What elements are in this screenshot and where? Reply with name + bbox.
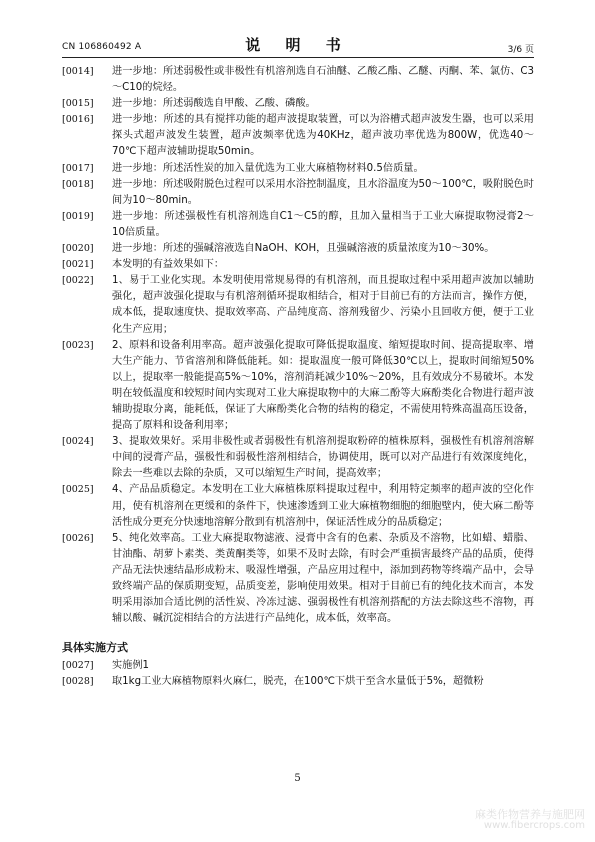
- paragraph-number: [0016]: [62, 114, 94, 126]
- paragraph-text: 1、易于工业化实现。本发明使用常规易得的有机溶剂，而且提取过程中采用超声波加以辅助强化，超声波强化提取与有机溶剂循环提取相结合，相对于目前已有的方法而言，操作方便，成本低，提取速度快、提取效率高、产品纯度高、溶剂残留少、污染小且回收方便，便于工业化生产应用；: [112, 275, 534, 335]
- paragraph-number: [0022]: [62, 275, 94, 287]
- paragraph-text: 进一步地：所述吸附脱色过程可以采用水浴控制温度，且水浴温度为50～100℃，吸附脱色时间为10～80min。: [112, 178, 534, 206]
- paragraph-text: 进一步地：所述弱酸选自甲酸、乙酸、磷酸。: [112, 98, 316, 110]
- paragraph: [62, 257, 534, 273]
- paragraph: [62, 434, 534, 482]
- paragraph-number: [0020]: [62, 243, 94, 255]
- paragraph-text: 进一步地：所述的具有搅拌功能的超声波提取装置，可以为浴槽式超声波发生器，也可以采用探头式超声波发生装置，超声波频率优选为40KHz，超声波功率优选为800W，优选40～70℃下超声波辅助提取50min。: [112, 114, 534, 158]
- paragraph-text: 进一步地：所述的强碱溶液选自NaOH、KOH，且强碱溶液的质量浓度为10～30%。: [112, 243, 495, 255]
- paragraph-number: [0014]: [62, 66, 94, 77]
- watermark-site-name: 麻类作物营养与施肥网: [475, 808, 585, 821]
- paragraph-number: [0017]: [62, 162, 94, 174]
- page-header: [62, 34, 534, 56]
- paragraph: [62, 658, 534, 674]
- paragraph-text: 2、原料和设备利用率高。超声波强化提取可降低提取温度、缩短提取时间、提高提取率、增大生产能力、节省溶剂和降低能耗。如：提取温度一般可降低30℃以上，提取时间缩短50%以上，提取率一般能提高5%～10%，溶剂消耗减少10%～20%，且有效成分不易破坏。本发明在较低温度和较短时间内实现对工业大麻提取物中的大麻二酚等大麻酚类化合物进行超声波辅助提取分离，能耗低，保证了大麻酚类化合物的结构的稳定，不需使用特殊高温高压设备，提高了原料和设备利用率；: [112, 339, 534, 432]
- paragraph: [62, 177, 534, 209]
- paragraph-number: [0026]: [62, 532, 94, 544]
- paragraph: [62, 241, 534, 257]
- document-title: 说 明 书: [245, 36, 351, 54]
- paragraph-text: 本发明的有益效果如下：: [112, 259, 225, 271]
- paragraph: [62, 674, 534, 690]
- paragraph: [62, 96, 534, 112]
- section-heading: 具体实施方式: [62, 641, 128, 655]
- paragraph-text: 进一步地：所述强极性有机溶剂选自C1～C5的醇，且加入量相当于工业大麻提取物浸膏2～10倍质量。: [112, 210, 534, 238]
- document-body: [62, 64, 534, 690]
- paragraph: [62, 482, 534, 530]
- header-rule: [62, 57, 534, 58]
- paragraph: [62, 64, 534, 96]
- paragraph-text: 5、纯化效率高。工业大麻提取物滤液、浸膏中含有的色素、杂质及不溶物，比如蜡、蜡脂、甘油酯、胡萝卜素类、类黄酮类等，如果不及时去除，有时会严重损害最终产品的品质，使得产品无法快速结晶形成粉末、吸湿性增强，产品应用过程中，添加到药物等终端产品中，会导致终端产品的保质期变短，品质变差，影响使用效果。相对于目前已有的纯化技术而言，本发明采用添加合适比例的活性炭、冷冻过滤、强弱极性有机溶剂搭配的方法去除这些不溶物，再辅以酸、碱沉淀相结合的方法进行产品纯化，成本低，效率高。: [112, 532, 534, 625]
- paragraph: [62, 209, 534, 241]
- paragraph-number: [0024]: [62, 436, 94, 448]
- paragraph-text: 取1kg工业大麻植物原料火麻仁，脱壳，在100℃下烘干至含水量低于5%，超微粉: [112, 676, 484, 688]
- paragraph-number: [0018]: [62, 178, 94, 190]
- paragraph-number: [0023]: [62, 339, 94, 351]
- paragraph-text: 4、产品品质稳定。本发明在工业大麻植株原料提取过程中，利用特定频率的超声波的空化作用，使有机溶剂在更缓和的条件下，快速渗透到工业大麻植物细胞的细胞壁内，使大麻二酚等活性成分更充分快速地溶解分散到有机溶剂中，保证活性成分的品质稳定；: [112, 484, 534, 528]
- watermark: [455, 806, 585, 834]
- paragraph-number: [0019]: [62, 210, 94, 222]
- paragraph-number: [0015]: [62, 98, 94, 110]
- paragraph-text: 进一步地：所述弱极性或非极性有机溶剂选自石油醚、乙酸乙酯、乙醚、丙酮、苯、氯仿、C3～C10的烷烃。: [112, 66, 534, 94]
- paragraph-number: [0025]: [62, 484, 94, 496]
- paragraph: [62, 531, 534, 628]
- paragraph: [62, 112, 534, 160]
- page-info: 3/6 页: [507, 45, 534, 55]
- paragraph-number: [0028]: [62, 676, 94, 688]
- paragraph: [62, 338, 534, 435]
- publication-number: CN 106860492 A: [62, 42, 142, 52]
- paragraph-text: 实施例1: [112, 660, 150, 672]
- paragraph-text: 进一步地：所述活性炭的加入量优选为工业大麻植物材料0.5倍质量。: [112, 162, 424, 174]
- watermark-url: www.fibercrops.com: [483, 820, 585, 831]
- paragraph: [62, 161, 534, 177]
- paragraph-number: [0021]: [62, 259, 94, 271]
- page-number: 5: [294, 773, 301, 784]
- paragraph: [62, 273, 534, 337]
- paragraph-number: [0027]: [62, 660, 94, 672]
- paragraph-text: 3、提取效果好。采用非极性或者弱极性有机溶剂提取粉碎的植株原料，强极性有机溶剂溶解中间的浸膏产品，强极性和弱极性溶剂相结合，协调使用，既可以对产品进行有效深度纯化，除去一些难以去除的杂质，又可以缩短生产时间，提高效率；: [112, 436, 534, 480]
